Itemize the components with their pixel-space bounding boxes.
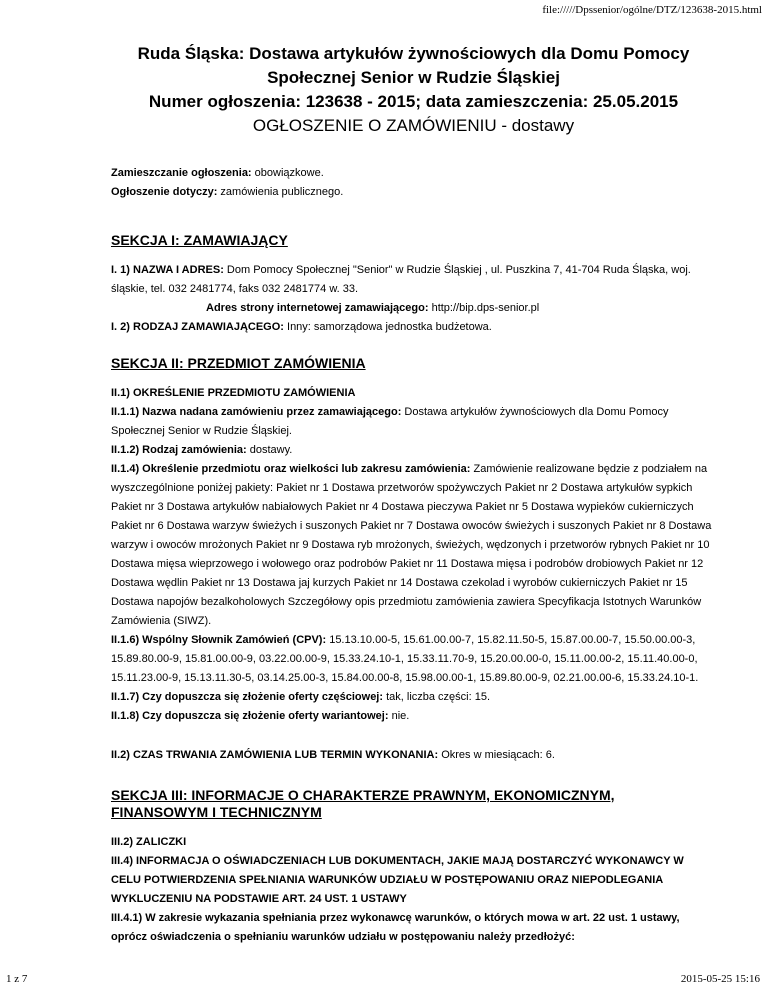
section-2-heading: SEKCJA II: PRZEDMIOT ZAMÓWIENIA (111, 355, 366, 371)
title-line-3: Numer ogłoszenia: 123638 - 2015; data zamieszczenia: 25.05.2015 (148, 92, 679, 111)
order-kind-row (111, 441, 716, 460)
partial-offer-row (111, 688, 716, 707)
order-kind-label: II.1.2) Rodzaj zamówienia: (111, 444, 247, 456)
title-line-2: Społecznej Senior w Rudzie Śląskiej (267, 68, 560, 87)
title-line-1: Ruda Śląska: Dostawa artykułów żywnościowych dla Domu Pomocy (137, 44, 690, 63)
section-1-heading: SEKCJA I: ZAMAWIAJĄCY (111, 232, 288, 248)
section-3-heading (111, 787, 716, 821)
order-name-label: II.1.1) Nazwa nadana zamówieniu przez zamawiającego: (111, 406, 402, 418)
name-label: I. 1) NAZWA I ADRES: (111, 264, 224, 276)
section-3-heading-line-2: FINANSOWYM I TECHNICZNYM (111, 804, 322, 820)
partial-offer-value: tak, liczba części: 15. (383, 691, 491, 703)
document-title (111, 42, 716, 138)
website-label: Adres strony internetowej zamawiającego: (206, 302, 429, 314)
placement-row (111, 164, 716, 183)
advances-heading: III.2) ZALICZKI (111, 836, 187, 848)
cpv-label: II.1.6) Wspólny Słownik Zamówień (CPV): (111, 634, 327, 646)
cpv-row (111, 631, 716, 688)
section-3-heading-line-1: SEKCJA III: INFORMACJE O CHARAKTERZE PRAWNYM, EKONOMICZNYM, (111, 787, 615, 803)
documents-subheading: III.4.1) W zakresie wykazania spełniania przez wykonawcę warunków, o których mowa w art. 22 ust. 1 ustawy, oprócz oświadczenia o spełnianiu warunków udziału w postępowaniu należy przedłożyć: (111, 912, 680, 943)
order-name-row (111, 403, 716, 441)
document-body (111, 42, 716, 947)
order-kind-value: dostawy. (246, 444, 293, 456)
order-scope-value: Zamówienie realizowane będzie z podziałem na wyszczególnione poniżej pakiety: Pakiet nr 1 Dostawa przetworów spożywczych Pakiet nr 2 Dostawa artykułów sypkich Pakiet nr 3 Dostawa artykułów nabiałowych Pakiet nr 4 Dostawa pieczywa Pakiet nr 5 Dostawa wypieków cukierniczych Pakiet nr 6 Dostawa warzyw świeżych i suszonych Pakiet nr 7 Dostawa owoców świeżych i suszonych Pakiet nr 8 Dostawa warzyw i owoców mrożonych Pakiet nr 9 Dostawa ryb mrożonych, świeżych, wędzonych i przetworów rybnych Pakiet nr 10 Dostawa mięsa wieprzowego i wołowego oraz podrobów Pakiet nr 11 Dostawa mięsa i podrobów drobiowych Pakiet nr 12 Dostawa wędlin Pakiet nr 13 Dostawa jaj kurzych Pakiet nr 14 Dostawa czekolad i wyrobów cukierniczych Pakiet nr 15 Dostawa napojów bezalkoholowych Szczegółowy opis przedmiotu zamówienia zawiera Specyfikacja Istotnych Warunków Zamówienia (SIWZ). (111, 463, 712, 627)
partial-offer-label: II.1.7) Czy dopuszcza się złożenie oferty częściowej: (111, 691, 384, 703)
name-value: Dom Pomocy Społecznej "Senior" w Rudzie Śląskiej , ul. Puszkina 7, 41-704 Ruda Śląska, woj. śląskie, tel. 032 2481774, faks 032 2481774 w. 33. (111, 264, 691, 295)
placement-value: obowiązkowe. (251, 167, 324, 179)
concerns-label: Ogłoszenie dotyczy: (111, 186, 218, 198)
print-url: file://///Dpssenior/ogólne/DTZ/123638-2015.html (542, 4, 762, 16)
variant-offer-value: nie. (388, 710, 410, 722)
duration-label: II.2) CZAS TRWANIA ZAMÓWIENIA LUB TERMIN WYKONANIA: (111, 749, 439, 761)
authority-type-value: Inny: samorządowa jednostka budżetowa. (283, 321, 492, 333)
duration-row (111, 746, 716, 765)
documents-heading: III.4) INFORMACJA O OŚWIADCZENIACH LUB DOKUMENTACH, JAKIE MAJĄ DOSTARCZYĆ WYKONAWCY W CELU POTWIERDZENIA SPEŁNIANIA WARUNKÓW UDZIAŁU W POSTĘPOWANIU ORAZ NIEPODLEGANIA WYKLUCZENIU NA PODSTAWIE ART. 24 UST. 1 USTAWY (111, 855, 684, 905)
placement-label: Zamieszczanie ogłoszenia: (111, 167, 252, 179)
duration-value: Okres w miesiącach: 6. (438, 749, 555, 761)
title-line-4: OGŁOSZENIE O ZAMÓWIENIU - dostawy (252, 116, 575, 135)
print-datetime: 2015-05-25 15:16 (680, 973, 760, 985)
website-value: http://bip.dps-senior.pl (428, 302, 540, 314)
order-scope-label: II.1.4) Określenie przedmiotu oraz wielkości lub zakresu zamówienia: (111, 463, 471, 475)
order-scope-row (111, 460, 716, 631)
spacer (111, 726, 716, 746)
subject-definition-heading: II.1) OKREŚLENIE PRZEDMIOTU ZAMÓWIENIA (111, 387, 356, 399)
website-row (111, 299, 716, 318)
variant-offer-label: II.1.8) Czy dopuszcza się złożenie oferty wariantowej: (111, 710, 389, 722)
cpv-value: 15.13.10.00-5, 15.61.00.00-7, 15.82.11.50-5, 15.87.00.00-7, 15.50.00.00-3, 15.89.80.00-9, 15.81.00.00-9, 03.22.00.00-9, 15.33.24.10-1, 15.33.11.70-9, 15.20.00.00-0, 15.11.00.00-2, 15.11.40.00-0, 15.11.23.00-9, 15.13.11.30-5, 03.14.25.00-3, 15.84.00.00-8, 15.98.00.00-1, 15.89.80.00-9, 02.21.00.00-6, 15.33.24.10-1. (111, 634, 699, 684)
order-name-value: Dostawa artykułów żywnościowych dla Domu Pomocy Społecznej Senior w Rudzie Śląskiej. (111, 406, 669, 437)
authority-type-row (111, 318, 716, 337)
page-number: 1 z 7 (6, 973, 28, 985)
variant-offer-row (111, 707, 716, 726)
authority-type-label: I. 2) RODZAJ ZAMAWIAJĄCEGO: (111, 321, 284, 333)
contracting-authority-name (111, 261, 716, 299)
concerns-value: zamówienia publicznego. (217, 186, 344, 198)
concerns-row (111, 183, 716, 202)
